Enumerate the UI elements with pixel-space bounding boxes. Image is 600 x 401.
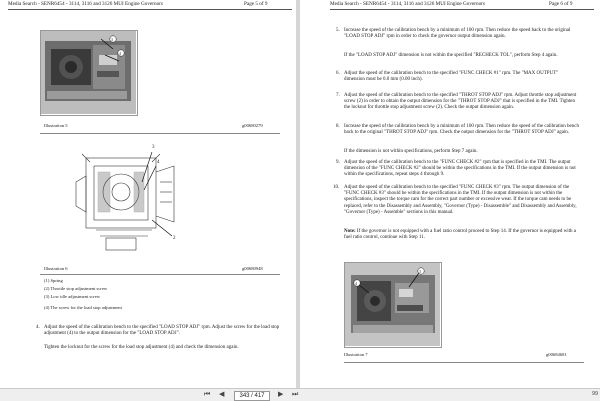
page-header-title: Media Search - SENR6454 - 3114, 3116 and 3126 MUI Engine Governors [8, 1, 163, 7]
illustration-6-drawing [56, 142, 206, 258]
callout-4: 4 [157, 160, 160, 165]
page-number-input[interactable]: 343 / 417 [234, 391, 270, 401]
step-number: 9. [336, 160, 340, 165]
step-text: Increase the speed of the calibration bench by a minimum of 100 rpm. Then reduce the speed of the calibration bench back to the original "THROT STOP ADJ" rpm. Check the output dimension for the "THROT STOP ADJ" again. [344, 124, 579, 136]
step-text: If the "LOAD STOP ADJ" dimension is not within the specified "RECHECK TOL", perform Step 4 again. [344, 53, 558, 58]
step-number: 7. [336, 93, 340, 98]
illustration-7-label: Illustration 7 [344, 352, 368, 357]
step-number: 10. [333, 185, 340, 190]
illustration-5-id: g00680279 [242, 123, 263, 128]
callout-4: 4 [119, 51, 121, 56]
header-rule [330, 9, 594, 10]
illustration-5-photo [41, 31, 136, 114]
document-page-right [300, 0, 600, 388]
step-number: 4. [36, 325, 40, 330]
legend-item: (2) Throttle stop adjustment screw [44, 286, 108, 291]
last-page-button[interactable]: ⏭ [292, 391, 299, 398]
next-page-button[interactable]: ▶ [278, 391, 284, 398]
note-label: Note: [344, 229, 356, 234]
note-paragraph [344, 229, 580, 241]
legend-item: (3) Low idle adjustment screw [44, 294, 101, 299]
legend-item: (4) The screw for the load stop adjustment [44, 305, 122, 310]
step-text: If the dimension is not within specifications, perform Step 7 again. [344, 149, 478, 154]
step-text: Tighten the locknut for the screw for the load stop adjustment (4) and check the dimension again. [44, 345, 239, 350]
step-text: Adjust the speed of the calibration bench to the specified "THROT STOP ADJ" rpm. Adjust throttle stop adjustment screw (2) in order to obtain the output dimension for the "THROT STOP ADJ" that is specified in the TMI. Tighten the locknut for throttle stop adjustment screw (2). Check the output dimension again. [344, 93, 577, 111]
step-text: Adjust the speed of the calibration bench to the specified "FUNC CHECK #3" rpm. The output dimension of the "FUNC CHECK #3" should be within the specifications in the TMI. If the output dimension is not within the specifications, inspect the torque cam for the correct part number or excessive wear. If the torque cam needs to be replaced, refer to the Disassembly and Assembly, "Governor (Type) - Disassemble" and Disassembly and Assembly, "Governor (Type) - Assemble" sections in this manual. [344, 185, 577, 215]
document-page-left [0, 0, 296, 388]
illustration-7-id: g00684681 [546, 352, 567, 357]
illustration-5-rule [40, 133, 280, 134]
step-text: Adjust the speed of the calibration bench to the specified "LOAD STOP ADJ" rpm. Adjust the screw for the load stop adjustment (4) to the output dimension for the "LOAD STOP ADJ". [44, 325, 280, 337]
illustration-6-rule [40, 274, 280, 275]
callout-3: 3 [152, 145, 155, 150]
page-header-number: Page 6 of 9 [549, 1, 573, 7]
first-page-button[interactable]: ⏮ [204, 391, 211, 398]
callout-4: 4 [355, 281, 357, 286]
illustration-6-label: Illustration 6 [44, 266, 68, 271]
step-number: 5. [336, 28, 340, 33]
step-number: 8. [336, 124, 340, 129]
illustration-7-rule [344, 362, 584, 363]
header-rule [8, 9, 292, 10]
step-text: Adjust the speed of the calibration bench to the "FUNC CHECK #2" rpm that is specified in the TMI. The output dimension of the "FUNC CHECK #2" should be within the specifications in the TMI. If the output dimension is not within the specifications, repeat steps 4 through 9. [344, 160, 576, 178]
legend-item: (1) Spring [44, 278, 63, 283]
note-text: If the governor is not equipped with a fuel ratio control proceed to Step 14. If the governor is equipped with a fuel ratio control, continue with Step 11. [344, 229, 577, 241]
step-text: Adjust the speed of the calibration bench to the specified "FUNC CHECK #1" rpm. The "MAX OUTPUT" dimension must be 0.0 mm (0.00 inch). [344, 71, 559, 83]
step-text: Increase the speed of the calibration bench by a minimum of 100 rpm. Then reduce the speed back to the original "LOAD STOP ADJ" rpm in order to check the governor output dimension again. [344, 28, 571, 40]
callout-2: 2 [173, 236, 176, 241]
page-header-number: Page 5 of 9 [244, 1, 268, 7]
page-header-title: Media Search - SENR6454 - 3114, 3116 and 3126 MUI Engine Governors [330, 1, 485, 7]
illustration-6-id: g00680948 [242, 266, 263, 271]
illustration-5-label: Illustration 5 [44, 123, 68, 128]
step-number: 6. [336, 71, 340, 76]
callout-3: 3 [111, 37, 113, 42]
callout-3: 3 [419, 269, 421, 274]
illustration-7-photo [345, 263, 440, 346]
viewer-toolbar [0, 388, 600, 401]
zoom-level[interactable]: 99 [592, 391, 599, 397]
previous-page-button[interactable]: ◀ [219, 391, 225, 398]
